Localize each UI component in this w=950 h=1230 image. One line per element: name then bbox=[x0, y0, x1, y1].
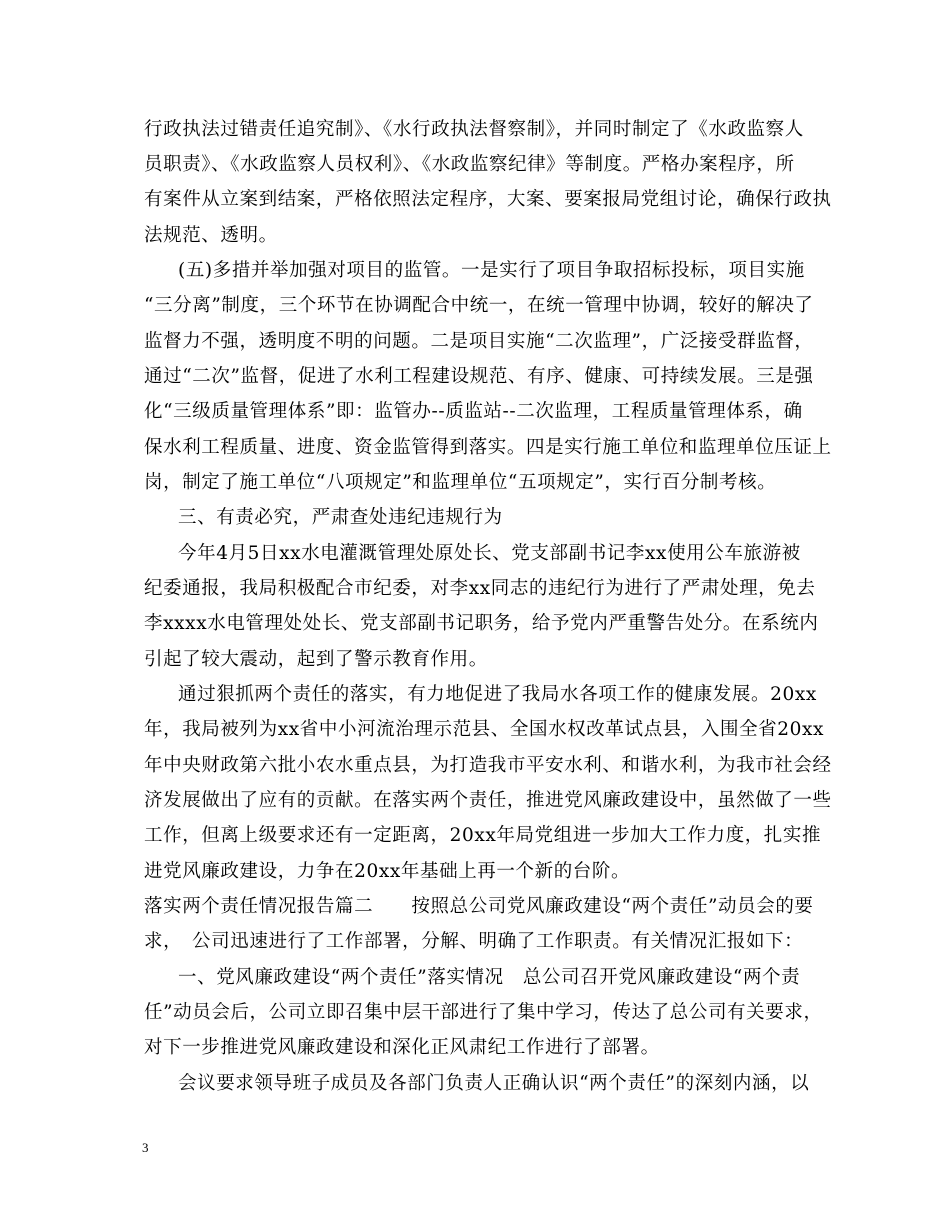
text-line: 进党风廉政建设，力争在20xx年基础上再一个新的台阶。 bbox=[144, 861, 631, 882]
text-line: 有案件从立案到结案，严格依照法定程序，大案、要案报局党组讨论，确保行政执 bbox=[144, 189, 832, 210]
text-line: 监督力不强，透明度不明的问题。二是项目实施“二次监理”，广泛接受群监督， bbox=[144, 331, 814, 352]
text-line: 岗，制定了施工单位“八项规定”和监理单位“五项规定”，实行百分制考核。 bbox=[144, 472, 777, 493]
text-line: 通过狠抓两个责任的落实，有力地促进了我局水各项工作的健康发展。20xx bbox=[178, 684, 817, 705]
section-heading: 三、有责必究，严肃查处违纪违规行为 bbox=[178, 507, 503, 528]
text-line: 纪委通报，我局积极配合市纪委，对李xx同志的违纪行为进行了严肃处理，免去 bbox=[144, 578, 816, 599]
text-line: 引起了较大震动，起到了警示教育作用。 bbox=[144, 649, 488, 670]
text-line: 对下一步推进党风廉政建设和深化正风肃纪工作进行了部署。 bbox=[144, 1037, 660, 1058]
text-line: 工作，但离上级要求还有一定距离，20xx年局党组进一步加大工作力度，扎实推 bbox=[144, 825, 822, 846]
text-line: 化“三级质量管理体系”即：监管办--质监站--二次监理，工程质量管理体系，确 bbox=[144, 401, 803, 422]
text-line: 求， 公司迅速进行了工作部署，分解、明确了工作职责。有关情况汇报如下： bbox=[144, 931, 804, 952]
text-line: 李xxxx水电管理处处长、党支部副书记职务，给予党内严重警告处分。在系统内 bbox=[144, 613, 819, 634]
text-line: 会议要求领导班子成员及各部门负责人正确认识“两个责任”的深刻内涵，以 bbox=[178, 1073, 810, 1094]
text-line: 济发展做出了应有的贡献。在落实两个责任，推进党风廉政建设中，虽然做了一些 bbox=[144, 790, 832, 811]
text-line: 今年4月5日xx水电灌溉管理处原处长、党支部副书记李xx使用公车旅游被 bbox=[178, 543, 801, 564]
text-line: (五)多措并举加强对项目的监管。一是实行了项目争取招标投标，项目实施 bbox=[178, 260, 805, 281]
text-line: 法规范、透明。 bbox=[144, 225, 278, 246]
text-line: 员职责》、《水政监察人员权利》、《水政监察纪律》等制度。严格办案程序，所 bbox=[144, 154, 795, 175]
text-line: 行政执法过错责任追究制》、《水行政执法督察制》，并同时制定了《水政监察人 bbox=[144, 119, 804, 140]
page-number: 3 bbox=[142, 1140, 149, 1155]
text-line: 年，我局被列为xx省中小河流治理示范县、全国水权改革试点县，入围全省20xx bbox=[144, 719, 825, 740]
text-line: 一、党风廉政建设“两个责任”落实情况 总公司召开党风廉政建设“两个责 bbox=[178, 967, 801, 988]
section-heading: 落实两个责任情况报告篇二 按照总公司党风廉政建设“两个责任”动员会的要 bbox=[144, 896, 814, 917]
text-line: 通过“二次”监督，促进了水利工程建设规范、有序、健康、可持续发展。三是强 bbox=[144, 366, 814, 387]
text-line: 保水利工程质量、进度、资金监管得到落实。四是实行施工单位和监理单位压证上 bbox=[144, 437, 832, 458]
text-line: 年中央财政第六批小农水重点县，为打造我市平安水利、和谐水利，为我市社会经 bbox=[144, 755, 832, 776]
text-line: “三分离”制度，三个环节在协调配合中统一，在统一管理中协调，较好的解决了 bbox=[144, 295, 814, 316]
text-line: 任”动员会后，公司立即召集中层干部进行了集中学习，传达了总公司有关要求， bbox=[144, 1002, 823, 1023]
